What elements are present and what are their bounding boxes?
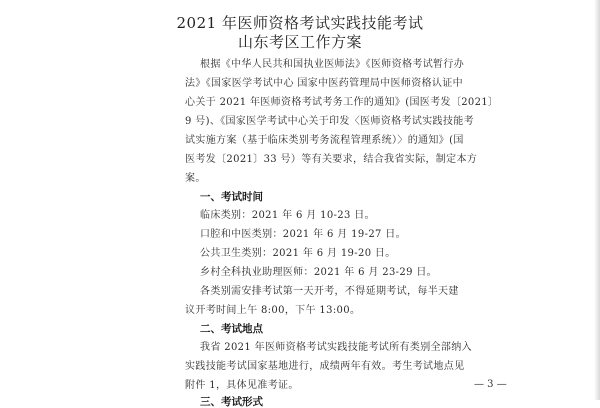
intro-line: 根据《中华人民共和国执业医师法》《医师资格考试暂行办 <box>200 59 465 70</box>
intro-line: 医考发〔2021〕33 号）等有关要求，结合我省实际，制定本方 <box>185 154 478 165</box>
exam-location-line: 实践技能考试国家基地进行，成绩两年有效。考生考试地点见 <box>185 361 465 372</box>
exam-time-note: 议开考时间上午 8:00，下午 13:00。 <box>185 305 361 316</box>
page-edge <box>594 0 600 400</box>
section-heading-exam-time: 一、考试时间 <box>200 191 263 203</box>
exam-location-line: 附件 1，具体见准考证。 <box>185 380 299 391</box>
exam-time-item: 口腔和中医类别：2021 年 6 月 19-27 日。 <box>200 229 406 240</box>
document-title-line-2: 山东考区工作方案 <box>237 33 362 51</box>
section-heading-exam-format: 三、考试形式 <box>200 396 263 408</box>
exam-time-note: 各类别需安排考试第一天开考，不得延期考试，每半天建 <box>200 286 459 297</box>
document-title-line-1: 2021 年医师资格考试实践技能考试 <box>176 14 424 32</box>
exam-time-item: 乡村全科执业助理医师：2021 年 6 月 23-29 日。 <box>200 267 438 278</box>
intro-line: 法》《国家医学考试中心 国家中医药管理局中医师资格认证中 <box>185 78 463 89</box>
exam-time-item: 临床类别：2021 年 6 月 10-23 日。 <box>200 210 375 221</box>
page-number: — 3 — <box>474 379 507 390</box>
intro-line: 案。 <box>185 173 206 184</box>
intro-line: 9 号)、《国家医学考试中心关于印发〈医师资格考试实践技能考 <box>185 116 474 127</box>
section-heading-exam-location: 二、考试地点 <box>200 323 263 335</box>
exam-time-item: 公共卫生类别：2021 年 6 月 19-20 日。 <box>200 248 396 259</box>
exam-location-line: 我省 2021 年医师资格考试实践技能考试所有类别全部纳入 <box>200 342 472 353</box>
intro-line: 心关于 2021 年医师资格考试考务工作的通知》(国医考发〔2021〕 <box>185 97 499 108</box>
intro-line: 试实施方案（基于临床类别考务流程管理系统）〉的通知》(国 <box>185 135 464 146</box>
